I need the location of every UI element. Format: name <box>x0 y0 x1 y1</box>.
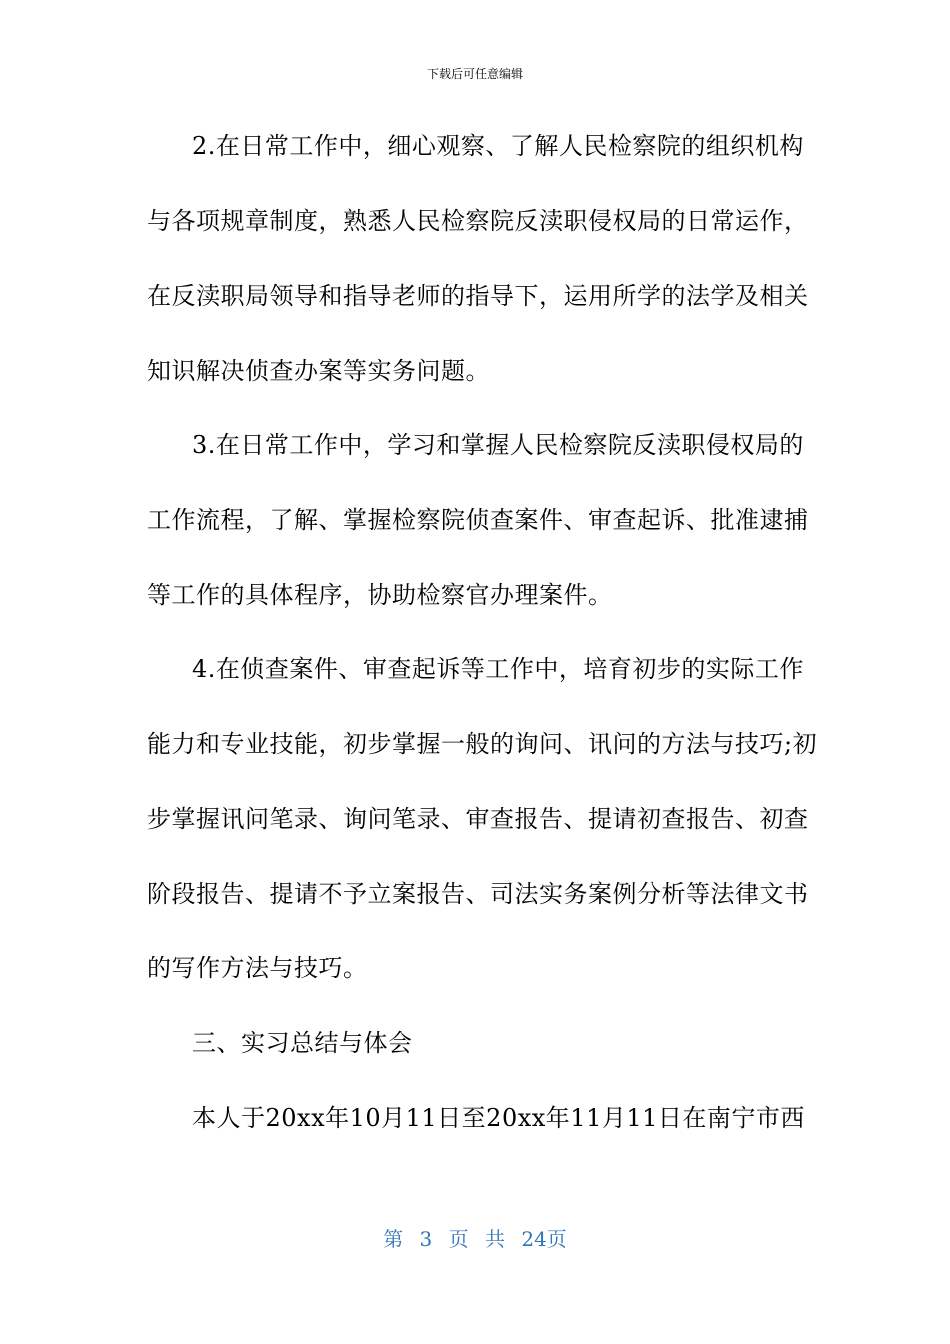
page-header: 下载后可任意编辑 <box>426 67 523 81</box>
paragraph-3-line-2: 工作流程，了解、掌握检察院侦查案件、审查起诉、批准逮捕 <box>147 506 809 534</box>
paragraph-4-line-2: 能力和专业技能，初步掌握一般的询问、讯问的方法与技巧;初 <box>147 730 818 758</box>
paragraph-4-line-4: 阶段报告、提请不予立案报告、司法实务案例分析等法律文书 <box>147 880 809 908</box>
paragraph-2-line-1: 2.在日常工作中，细心观察、了解人民检察院的组织机构 <box>192 132 804 160</box>
paragraph-4-line-3: 步掌握讯问笔录、询问笔录、审查报告、提请初查报告、初查 <box>147 805 809 833</box>
page-footer: 第 3 页 共 24页 <box>383 1227 567 1251</box>
paragraph-2-line-4: 知识解决侦查办案等实务问题。 <box>147 357 490 385</box>
paragraph-4-line-1: 4.在侦查案件、审查起诉等工作中，培育初步的实际工作 <box>192 655 804 683</box>
paragraph-4-line-5: 的写作方法与技巧。 <box>147 954 368 982</box>
paragraph-5-line-1: 本人于20xx年10月11日至20xx年11月11日在南宁市西 <box>192 1104 805 1132</box>
paragraph-3-line-1: 3.在日常工作中，学习和掌握人民检察院反渎职侵权局的 <box>192 431 804 459</box>
section-heading: 三、实习总结与体会 <box>192 1029 413 1057</box>
paragraph-2-line-3: 在反渎职局领导和指导老师的指导下，运用所学的法学及相关 <box>147 282 809 310</box>
paragraph-3-line-3: 等工作的具体程序，协助检察官办理案件。 <box>147 581 613 609</box>
paragraph-2-line-2: 与各项规章制度，熟悉人民检察院反渎职侵权局的日常运作， <box>147 207 809 235</box>
